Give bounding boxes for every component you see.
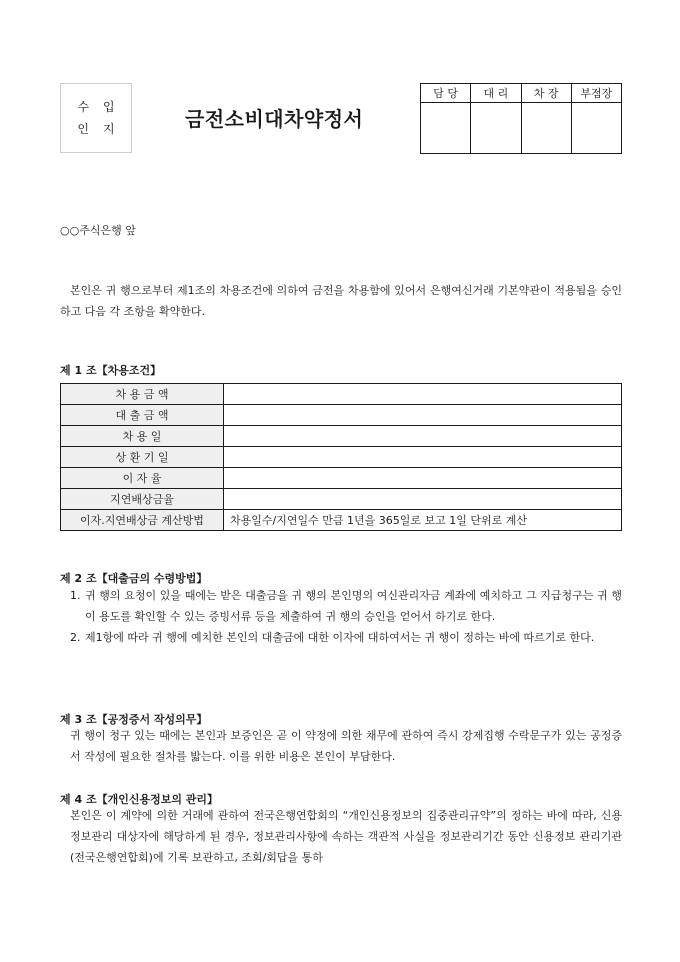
approval-signature-table: [420, 83, 622, 154]
term-value[interactable]: [224, 426, 622, 447]
list-item: [70, 627, 622, 648]
approval-sign-cell[interactable]: [521, 103, 571, 154]
term-label: 대 출 금 액: [61, 405, 224, 426]
term-label: 지연배상금율: [61, 489, 224, 510]
term-value: 차용일수/지연일수 만큼 1년을 365일로 보고 1일 단위로 계산: [224, 510, 622, 531]
term-value[interactable]: [224, 405, 622, 426]
item-number: 1.: [70, 589, 81, 602]
article-4-heading: 제 4 조【개인신용정보의 관리】: [60, 793, 219, 806]
article-3-text: 귀 행이 청구 있는 때에는 본인과 보증인은 곧 이 약정에 의한 채무에 관하여 즉시 강제집행 수락문구가 있는 공정증서 작성에 필요한 절차를 밟는다. 이를 위한 비용은 본인이 부담한다.: [70, 729, 622, 763]
list-item: [70, 585, 622, 627]
item-number: 2.: [70, 631, 81, 644]
approval-header-branch-manager: 부점장: [571, 84, 621, 103]
table-row: [61, 426, 622, 447]
article-3-heading: 제 3 조【공정증서 작성의무】: [60, 713, 208, 726]
table-row: [61, 510, 622, 531]
item-text: 제1항에 따라 귀 행에 예치한 본인의 대출금에 대한 이자에 대하여서는 귀 행이 정하는 바에 따르기로 한다.: [85, 631, 595, 644]
stamp-line-2: 인지: [77, 122, 129, 136]
preamble-paragraph: 본인은 귀 행으로부터 제1조의 차용조건에 의하여 금전을 차용함에 있어서 은행여신거래 기본약관이 적용됨을 승인하고 다음 각 조항을 확약한다.: [60, 284, 622, 318]
approval-header-deputy-manager: 차 장: [521, 84, 571, 103]
article-1-heading: 제 1 조【차용조건】: [60, 364, 162, 377]
article-2-heading: 제 2 조【대출금의 수령방법】: [60, 572, 208, 585]
term-value[interactable]: [224, 384, 622, 405]
term-label: 차 용 금 액: [61, 384, 224, 405]
loan-terms-table: [60, 383, 622, 531]
item-text: 귀 행의 요청이 있을 때에는 받은 대출금을 귀 행의 본인명의 여신관리자금 계좌에 예치하고 그 지급청구는 귀 행이 용도를 확인할 수 있는 증빙서류 등을 제출하여 귀 행의 승인을 얻어서 하기로 한다.: [85, 589, 622, 623]
term-value[interactable]: [224, 447, 622, 468]
document-title: 금전소비대차약정서: [185, 107, 364, 131]
table-row: [61, 384, 622, 405]
article-2-list: [70, 585, 622, 648]
stamp-line-1: 수입: [77, 100, 129, 114]
table-row: [61, 405, 622, 426]
approval-header-assistant-manager: 대 리: [471, 84, 521, 103]
approval-sign-cell[interactable]: [571, 103, 621, 154]
table-row: [61, 489, 622, 510]
approval-header-staff: 담 당: [421, 84, 471, 103]
term-value[interactable]: [224, 489, 622, 510]
revenue-stamp-box: [60, 83, 132, 153]
approval-sign-cell[interactable]: [421, 103, 471, 154]
article-4-text: 본인은 이 계약에 의한 거래에 관하여 전국은행연합회의 “개인신용정보의 집중관리규약”의 정하는 바에 따라, 신용정보관리 대상자에 해당하게 된 경우, 정보관리사항에 속하는 객관적 사실을 정보관리기간 동안 신용정보 관리기관(전국은행연합회)에 기록 보관하고, 조회/회답을 통하: [70, 809, 622, 864]
term-label: 차 용 일: [61, 426, 224, 447]
term-label: 상 환 기 일: [61, 447, 224, 468]
addressee: ○○주식은행 앞: [60, 224, 136, 237]
table-row: [61, 468, 622, 489]
approval-sign-cell[interactable]: [471, 103, 521, 154]
table-row: [61, 447, 622, 468]
term-value[interactable]: [224, 468, 622, 489]
term-label: 이 자 율: [61, 468, 224, 489]
term-label: 이자.지연배상금 계산방법: [61, 510, 224, 531]
